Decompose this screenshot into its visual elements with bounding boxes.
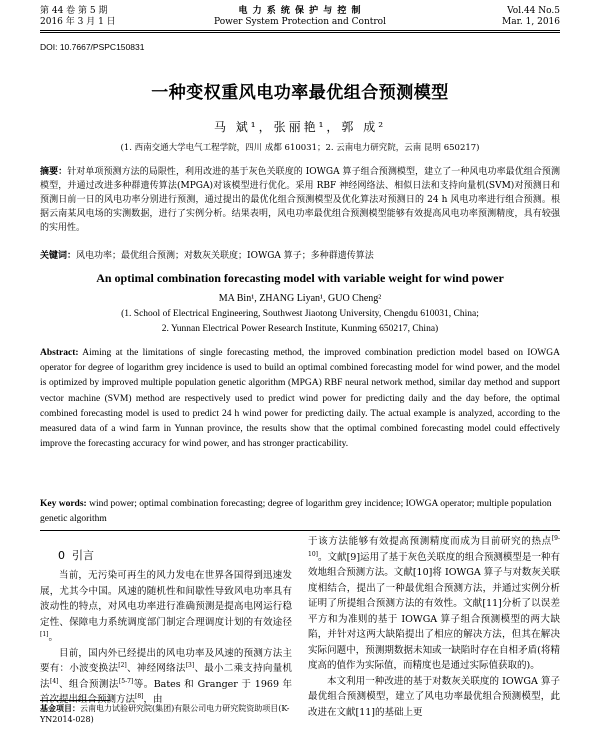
authors-en: MA Bin¹, ZHANG Liyan¹, GUO Cheng² [218, 293, 382, 304]
abstract-en [40, 346, 560, 452]
header-right [502, 6, 560, 28]
footnote-text: 云南电力试验研究院(集团)有限公司电力研究院资助项目(K-YN2014-028) [40, 704, 290, 724]
abstract-en-label: Abstract: [40, 348, 79, 358]
body-paragraph: 目前，国内外已经提出的风电功率及风速的预测方法主要有：小波变换法[2]、神经网络法[3]、最小二乘支持向量机法[4]、组合预测法[5-7]等。Bates 和 Granger 于 1969 年首次提出组合预测方法[8]，由 [40, 647, 292, 705]
abstract-en-text: Aiming at the limitations of single forecasting method, the improved combination prediction model based on IOWGA operator for degree of logarithm grey incidence is used to build an optimal combined forecasting model for wind power, and the model is optimized by improved multiple population genetic algorithm (MPGA) RBF neural network method, similar day method and support vector machine (SVM) method are respectively used to predict wind power for predicting daily and the day before, the optimal combined forecasting model is used to predict 24 h wind power for predicting daily. The actual example is analyzed, according to the measured data of a wind farm in Yunnan province, the results show that the optimal combined forecasting model could effectively improve the forecasting accuracy for wind power, and has stronger practicability. [40, 348, 560, 450]
affiliation-en-2: 2. Yunnan Electrical Power Research Institute, Kunming 650217, China) [161, 324, 439, 334]
affiliation-en [0, 307, 600, 337]
paper-title-en: An optimal combination forecasting model with variable weight for wind power [96, 271, 504, 285]
header-rule-thin [40, 32, 560, 33]
footnote-rule [40, 700, 110, 701]
section-heading [58, 547, 94, 563]
journal-name-cn: 电 力 系 统 保 护 与 控 制 [238, 6, 362, 16]
affiliation-cn: (1. 西南交通大学电气工程学院，四川 成都 610031；2. 云南电力研究院，云南 昆明 650217) [120, 143, 480, 153]
volume-issue-en: Vol.44 No.5 [507, 6, 560, 16]
body-right-column [308, 534, 560, 720]
abstract-cn [40, 165, 560, 235]
volume-issue-cn: 第 44 卷 第 5 期 [40, 6, 108, 16]
section-title: 引言 [72, 549, 94, 562]
abstract-rule [40, 530, 560, 531]
doi: DOI: 10.7667/PSPC150831 [40, 42, 145, 52]
keywords-en [40, 497, 560, 527]
body-paragraph: 本文利用一种改进的基于对数灰关联度的 IOWGA 算子最优组合预测模型，建立了风电功率最优组合预测模型，此改进在文献[11]的基础上更 [308, 675, 560, 718]
footnote [40, 703, 292, 725]
keywords-en-label: Key words: [40, 499, 87, 509]
section-number: 0 [58, 549, 65, 562]
abstract-cn-text: 针对单项预测方法的局限性，利用改进的基于灰色关联度的 IOWGA 算子组合预测模型，建立了一种风电功率最优组合预测模型，并通过改进多种群遗传算法(MPGA)对该模型进行优化。采用 RBF 神经网络法、相似日法和支持向量机(SVM)对预测日和预测日前一日的风电功率分别进行预测，通过提出的最优化组合预测模型及优化算法对预测日的 24 h 风电功率进行组合预测。根据云南某风电场的实测数据，进行了实例分析。结果表明，风电功率最优组合预测模型能够有效提高风电功率预测精度，具有较强的实用性。 [40, 167, 560, 233]
abstract-cn-label: 摘要： [40, 167, 68, 177]
authors-cn: 马 斌¹，张丽艳¹，郭 成² [213, 120, 387, 134]
header-rule [40, 30, 560, 31]
affiliation-en-1: (1. School of Electrical Engineering, Southwest Jiaotong University, Chengdu 610031, China; [121, 309, 479, 319]
paper-title-cn: 一种变权重风电功率最优组合预测模型 [151, 83, 449, 103]
footnote-label: 基金项目： [40, 704, 80, 713]
date-cn: 2016 年 3 月 1 日 [40, 17, 116, 27]
keywords-cn-text: 风电功率；最优组合预测；对数灰关联度；IOWGA 算子；多种群遗传算法 [76, 251, 374, 261]
journal-name-en: Power System Protection and Control [214, 17, 386, 27]
keywords-en-text: wind power; optimal combination forecasting; degree of logarithm grey incidence; IOWGA operator; multiple population genetic algorithm [40, 499, 552, 525]
date-en: Mar. 1, 2016 [502, 17, 560, 27]
keywords-cn-label: 关键词： [40, 251, 77, 261]
body-left-column [40, 568, 292, 708]
body-paragraph: 当前，无污染可再生的风力发电在世界各国得到迅速发展，尤其今中国。风速的随机性和间歇性导致风电功率具有波动性的特点，对风电功率进行准确预测是提高电网运行稳定性、保障电力系统调度部门制定合理调度计划的有效途径[1]。 [40, 570, 292, 643]
keywords-cn [40, 249, 560, 263]
body-paragraph: 于该方法能够有效提高预测精度而成为目前研究的热点[9-10]。文献[9]运用了基于灰色关联度的组合预测模型是一种有效地组合预测方法。文献[10]将 IOWGA 算子与对数灰关联度相结合，提出了一种最优组合预测方法，并通过实例分析证明了所提组合预测方法的有效性。文献[11]分析了以误差平方和为准则的基于 IOWGA 算子组合预测模型的两大缺陷，并针对这两大缺陷提出了相应的解决方法，但其在解决实际问题中，预测期数据未知或一缺陷时存在自相矛盾(将精度高的值作为实际值，而精度也是通过实际值获取的)。 [308, 534, 560, 671]
